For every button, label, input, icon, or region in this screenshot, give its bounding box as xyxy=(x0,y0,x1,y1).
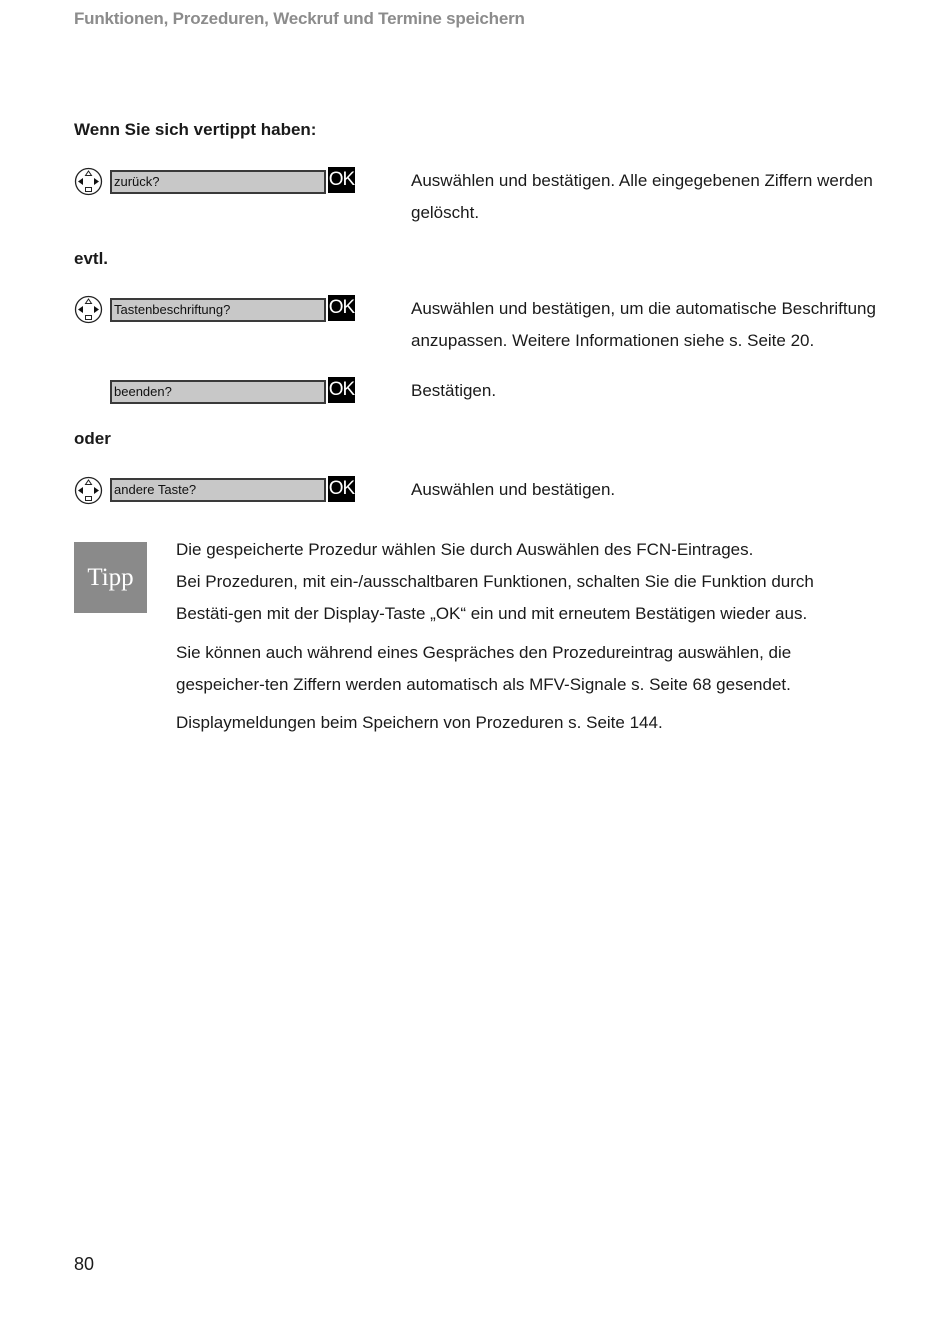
tip-label: Tipp xyxy=(74,542,147,613)
tip-line-2: Bei Prozeduren, mit ein-/ausschaltbaren Funktionen, schalten Sie die Funktion durch Bestäti-gen mit der Display-Taste „OK“ ein und mit erneutem Bestätigen wieder aus. xyxy=(176,572,814,623)
step-description: Auswählen und bestätigen, um die automatische Beschriftung anzupassen. Weitere Informationen siehe s. Seite 20. xyxy=(411,299,876,350)
ok-key[interactable]: OK xyxy=(328,295,355,321)
running-header: Funktionen, Prozeduren, Weckruf und Termine speichern xyxy=(74,9,525,28)
ok-key[interactable]: OK xyxy=(328,167,355,193)
display-option-beenden[interactable]: beenden? xyxy=(110,380,326,404)
evtl-label: evtl. xyxy=(74,249,109,268)
tip-paragraph-3: Displaymeldungen beim Speichern von Prozeduren s. Seite 144. xyxy=(176,713,663,732)
typo-heading: Wenn Sie sich vertippt haben: xyxy=(74,120,317,139)
navigation-key-icon xyxy=(74,167,103,196)
step-description: Bestätigen. xyxy=(411,381,497,400)
navigation-key-icon xyxy=(74,476,103,505)
display-option-zurueck[interactable]: zurück? xyxy=(110,170,326,194)
ok-key[interactable]: OK xyxy=(328,476,355,502)
tip-line-1: Die gespeicherte Prozedur wählen Sie durch Auswählen des FCN-Eintrages. xyxy=(176,540,754,559)
step-description: Auswählen und bestätigen. xyxy=(411,480,616,499)
ok-key[interactable]: OK xyxy=(328,377,355,403)
step-description: Auswählen und bestätigen. Alle eingegebenen Ziffern werden gelöscht. xyxy=(411,171,873,222)
display-option-andere-taste[interactable]: andere Taste? xyxy=(110,478,326,502)
page-number: 80 xyxy=(74,1254,95,1274)
navigation-key-icon xyxy=(74,295,103,324)
display-option-tastenbeschriftung[interactable]: Tastenbeschriftung? xyxy=(110,298,326,322)
oder-label: oder xyxy=(74,429,111,448)
tip-paragraph-2: Sie können auch während eines Gespräches den Prozedureintrag auswählen, die gespeicher-ten Ziffern werden automatisch als MFV-Signale s. Seite 68 gesendet. xyxy=(176,643,792,694)
